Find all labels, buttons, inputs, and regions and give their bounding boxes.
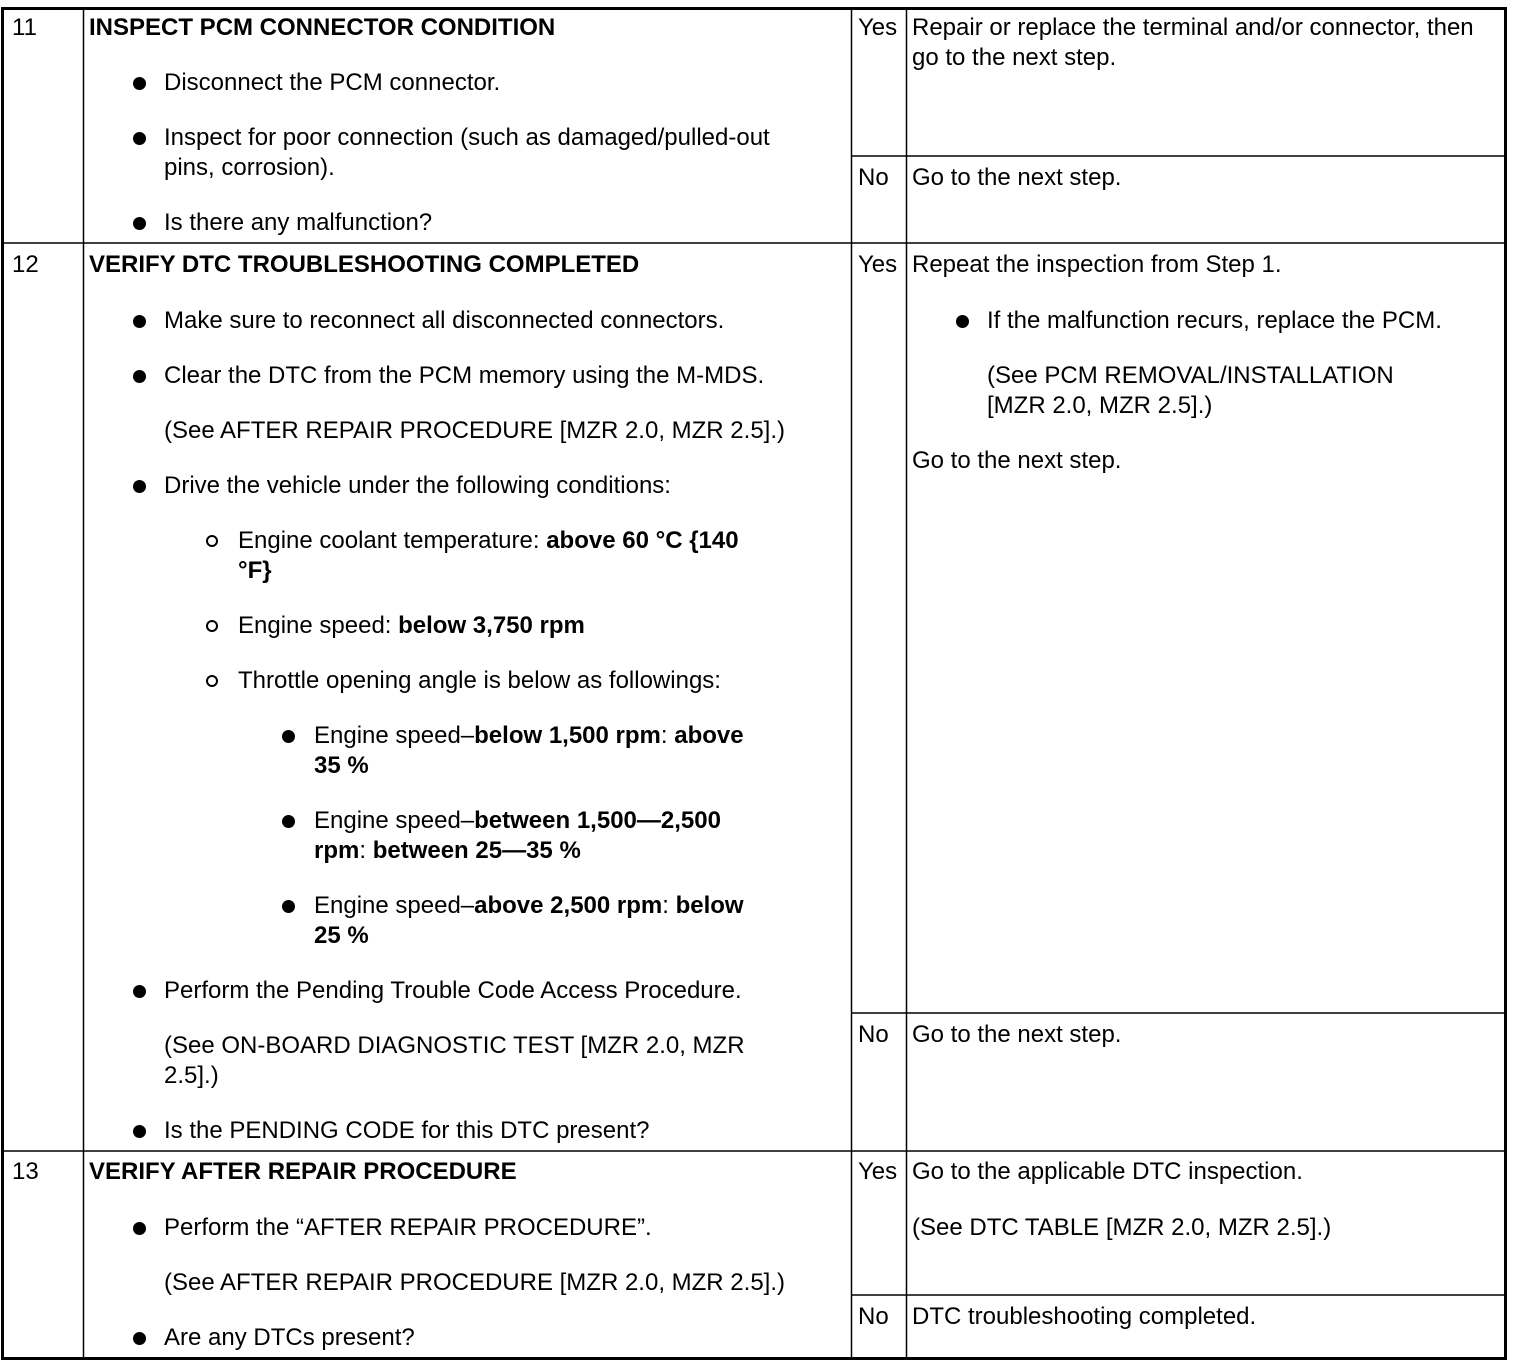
no-result: Go to the next step. [912, 1021, 1122, 1048]
condition-value: below 3,750 rpm [398, 612, 585, 639]
circle-bullet-icon [206, 620, 218, 632]
action-item: Make sure to reconnect all disconnected connectors. [164, 307, 725, 334]
bullet-icon [133, 217, 146, 230]
condition-label: Engine speed: [238, 612, 399, 639]
question: Are any DTCs present? [164, 1324, 415, 1351]
throttle-condition [314, 806, 721, 836]
action-item-continued: pins, corrosion). [164, 154, 335, 181]
text-span: above 2,500 rpm [474, 892, 663, 919]
text-span: between 25—35 % [372, 837, 581, 864]
throttle-condition-continued: 35 % [314, 752, 369, 779]
reference-note-continued: [MZR 2.0, MZR 2.5].) [987, 392, 1213, 419]
step-number: 13 [12, 1158, 39, 1185]
action-item: Inspect for poor connection (such as damaged/pulled-out [164, 124, 770, 151]
throttle-condition-continued: 25 % [314, 922, 369, 949]
bullet-icon [133, 985, 146, 998]
reference-note: (See AFTER REPAIR PROCEDURE [MZR 2.0, MZR 2.5].) [164, 417, 785, 444]
condition-label: Engine coolant temperature: [238, 527, 547, 554]
no-label: No [858, 1021, 889, 1048]
bullet-icon [133, 370, 146, 383]
throttle-condition [314, 721, 744, 751]
action-item: Drive the vehicle under the following conditions: [164, 472, 671, 499]
throttle-condition-continued [314, 836, 581, 866]
no-result: Go to the next step. [912, 164, 1122, 191]
bullet-icon [956, 315, 969, 328]
circle-bullet-icon [206, 675, 218, 687]
bullet-icon [282, 900, 295, 913]
bullet-icon [133, 480, 146, 493]
condition-throttle: Throttle opening angle is below as followings: [238, 667, 721, 694]
yes-result: Repeat the inspection from Step 1. [912, 251, 1282, 278]
question: Is there any malfunction? [164, 209, 433, 236]
bullet-icon [133, 1125, 146, 1138]
text-span: : [660, 722, 675, 749]
text-span: rpm [314, 837, 360, 864]
no-result: DTC troubleshooting completed. [912, 1303, 1257, 1330]
reference-note-continued: 2.5].) [164, 1062, 219, 1089]
condition-value: above 60 °C {140 [546, 527, 739, 554]
action-item: Clear the DTC from the PCM memory using the M-MDS. [164, 362, 765, 389]
action-item: Disconnect the PCM connector. [164, 69, 501, 96]
condition-coolant [238, 526, 739, 556]
bullet-icon [133, 1332, 146, 1345]
bullet-icon [133, 315, 146, 328]
bullet-icon [133, 77, 146, 90]
throttle-condition [314, 891, 744, 921]
bullet-icon [282, 730, 295, 743]
condition-speed [238, 611, 585, 641]
bullet-icon [282, 815, 295, 828]
text-span: between 1,500—2,500 [474, 807, 721, 834]
action-item: Perform the “AFTER REPAIR PROCEDURE”. [164, 1214, 652, 1241]
yes-label: Yes [858, 251, 898, 278]
yes-label: Yes [858, 1158, 898, 1185]
yes-result: Repair or replace the terminal and/or connector, then [912, 14, 1474, 41]
reference-note: (See ON-BOARD DIAGNOSTIC TEST [MZR 2.0, MZR [164, 1032, 745, 1059]
yes-result-item: If the malfunction recurs, replace the PCM. [987, 307, 1442, 334]
step-title: INSPECT PCM CONNECTOR CONDITION [89, 14, 556, 41]
yes-result-continued: go to the next step. [912, 44, 1117, 71]
condition-value-continued: °F} [238, 557, 272, 584]
no-label: No [858, 1303, 889, 1330]
step-title: VERIFY DTC TROUBLESHOOTING COMPLETED [89, 251, 640, 278]
text-span: below 1,500 rpm [474, 722, 661, 749]
no-label: No [858, 164, 889, 191]
yes-result-next: Go to the next step. [912, 447, 1122, 474]
reference-note: (See AFTER REPAIR PROCEDURE [MZR 2.0, MZR 2.5].) [164, 1269, 785, 1296]
text-span: above [674, 722, 744, 749]
reference-note: (See DTC TABLE [MZR 2.0, MZR 2.5].) [912, 1214, 1332, 1241]
text-span: : [359, 837, 373, 864]
text-span: below [675, 892, 744, 919]
step-number: 12 [12, 251, 39, 278]
question: Is the PENDING CODE for this DTC present? [164, 1117, 650, 1144]
bullet-icon [133, 132, 146, 145]
text-span: : [662, 892, 676, 919]
text-span: Engine speed– [314, 892, 475, 919]
text-span: Engine speed– [314, 722, 475, 749]
action-item: Perform the Pending Trouble Code Access Procedure. [164, 977, 742, 1004]
yes-result: Go to the applicable DTC inspection. [912, 1158, 1303, 1185]
text-span: Engine speed– [314, 807, 475, 834]
reference-note: (See PCM REMOVAL/INSTALLATION [987, 362, 1394, 389]
step-number: 11 [12, 14, 37, 41]
yes-label: Yes [858, 14, 898, 41]
step-title: VERIFY AFTER REPAIR PROCEDURE [89, 1158, 517, 1185]
bullet-icon [133, 1222, 146, 1235]
circle-bullet-icon [206, 535, 218, 547]
